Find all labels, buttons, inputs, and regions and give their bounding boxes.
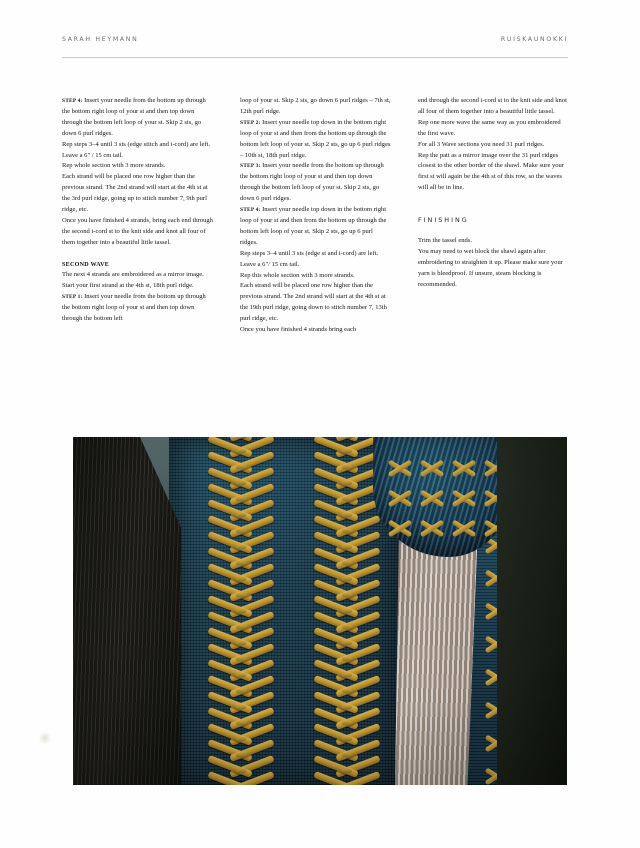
running-head-author: SARAH HEYMANN <box>62 36 139 43</box>
paper-smudge <box>38 732 52 744</box>
paragraph-text: Insert your needle from the bottom up through the bottom right loop of your st and then top down through the bottom left loop of your st. Skip 2 sts, go down 6 purl ridges. <box>62 97 206 137</box>
paragraph <box>240 118 392 162</box>
text-column-3 <box>418 96 570 416</box>
text-column-1 <box>62 96 214 416</box>
step-label: STEP 4: <box>62 98 83 104</box>
paragraph-text: Insert your needle from the bottom up through the bottom right loop of your st and then top down through the bottom left <box>62 293 206 323</box>
subheading-block <box>418 215 570 226</box>
photo-content <box>73 437 567 785</box>
paragraph-text: Insert your needle top down in the bottom right loop of your st and then from the bottom up through the bottom left loop of your st. Skip 2 sts, go up 6 purl ridges – 10th st, 18th purl ridge. <box>240 118 391 159</box>
photo-vignette <box>73 437 567 785</box>
body-columns <box>62 96 570 416</box>
running-head-title: RUISKAUNOKKI <box>500 36 568 43</box>
step-label: STEP 1: <box>62 294 83 301</box>
step-label: STEP 3: <box>240 163 261 170</box>
text-column-2 <box>240 96 392 416</box>
paragraph <box>62 292 214 325</box>
paragraph: Rep steps 3–4 until 3 sts (edge stitch and i-cord) are left. Leave a 6" / 15 cm tail. <box>62 140 210 159</box>
paragraph: Once you have finished 4 strands, bring each end through the second i-cord st to the knit side and knot all four of them together into a beautiful little tassel. <box>62 216 213 246</box>
step-label: STEP 4: <box>240 207 261 214</box>
paragraph: Rep one more wave the same way as you embroidered the first wave. <box>418 118 561 137</box>
paragraph: Trim the tassel ends. <box>418 237 472 245</box>
paragraph-text: Insert your needle top down in the bottom right loop of your st and then from the bottom up through the bottom left loop of your st. Skip 2 sts, go up 6 purl ridges. <box>240 206 387 246</box>
paragraph: Once you have finished 4 strands bring each <box>240 326 357 334</box>
subheading-finishing: FINISHING <box>418 216 469 225</box>
paragraph: Each strand will be placed one row higher than the previous strand. The 2nd strand will start at the 4th st at the 19th purl ridge, going down to stitch number 7, 13th purl ridge, etc. <box>240 282 387 323</box>
paragraph <box>240 161 392 205</box>
paragraph: Rep whole section with 3 more strands. <box>62 162 166 170</box>
paragraph: For all 3 Wave sections you need 31 purl ridges. <box>418 140 545 148</box>
paragraph <box>240 205 392 249</box>
paragraph <box>62 96 214 140</box>
step-label: STEP 2: <box>240 119 261 126</box>
paragraph: Each strand will be placed one row higher than the previous strand. The 2nd strand will start at the 4th st at the 3rd purl ridge, going up to stitch number 7, 9th purl ridge, etc. <box>62 173 208 214</box>
paragraph: Rep the patt as a mirror image over the 31 purl ridges closest to the other border of the shawl. Make sure your first st will again be the 4th st of this row, so the waves will all be in line. <box>418 151 564 192</box>
subheading-block <box>62 260 214 271</box>
paragraph: You may need to wet block the shawl again after embroidering to straighten it up. Please make sure your yarn is bleedproof. If unsure, steam blocking is recommended. <box>418 248 563 288</box>
paragraph-text: Insert your needle from the bottom up through the bottom right loop of your st and then top down through the bottom left loop of your st. Skip 2 sts, go down 6 purl ridges. <box>240 162 384 203</box>
paragraph: loop of your st. Skip 2 sts, go down 6 purl ridges – 7th st, 12th purl ridge. <box>240 97 391 115</box>
running-head <box>62 36 568 43</box>
subheading-second-wave: SECOND WAVE <box>62 261 110 268</box>
paragraph: Rep steps 3–4 until 3 sts (edge st and i-cord) are left. Leave a 6"/ 15 cm tail. <box>240 249 379 268</box>
paragraph: Rep this whole section with 3 more strands. <box>240 271 355 279</box>
paragraph: end through the second i-cord st to the knit side and knot all four of them together into a beautiful little tassel. <box>418 97 567 115</box>
paragraph: The next 4 strands are embroidered as a mirror image. Start your first strand at the 4th st, 18th purl ridge. <box>62 271 204 290</box>
shawl-photograph <box>73 437 567 785</box>
header-rule <box>62 57 568 58</box>
